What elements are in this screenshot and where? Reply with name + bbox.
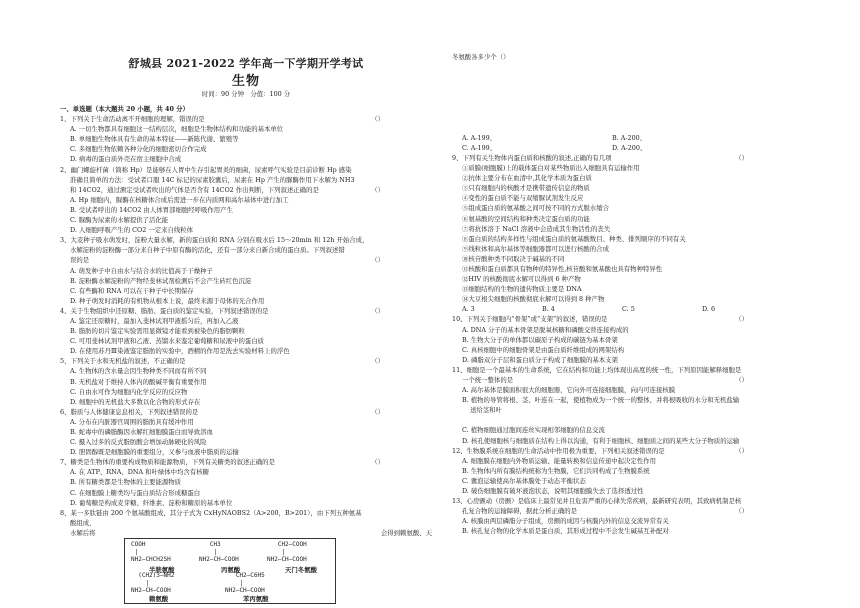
question-9-choices: A. 3 B. 4 C. 5 D. 6	[462, 305, 716, 314]
question-3-stem: 误的是 （）	[70, 256, 384, 265]
question-9-item: ③只有细胞内的核酸才是携带遗传信息的物质	[462, 184, 590, 193]
question-3-option-d: D. 种子萌发时消耗的有机物从根本上说，最终来源于母体的光合作用	[70, 296, 265, 305]
question-4-option-a: A. 鉴定还原糖时，最加入斐林试剂甲液摇匀后，再加入乙液	[70, 316, 239, 325]
question-7-option-b: B. 所有糖类都是生物体的主要能源物质	[70, 478, 182, 487]
question-9-item: ⑬细胞结构的生物的遗传物质主要是 DNA	[462, 285, 582, 294]
question-10-option-c: C. 真核细胞中的细胞骨架是由蛋白质纤维组成的网架结构	[462, 345, 625, 354]
question-8-stem-tail: 冬氨酸各多少个（）	[452, 53, 510, 61]
question-2-option-c: C. 脲酶为尿素的水解提供了活化能	[70, 216, 169, 225]
question-9-item: ④变性的蛋白质不能与双缩脲试剂发生反应	[462, 194, 584, 203]
question-7-option-a: A. 在 ATP、RNA、DNA 和叶绿体中均含有核糖	[70, 468, 209, 477]
question-8-stem: 酸组成，	[70, 518, 96, 527]
question-4-option-c: C. 可用斐林试剂甲液和乙液、蒸馏水来鉴定葡萄糖和尿液中的蛋白质	[70, 337, 265, 346]
structure-label: 丙氨酸	[221, 566, 241, 574]
question-4-option-b: B. 脂肪的切片鉴定实验需用显微镜才能看到被染色的脂肪颗粒	[70, 327, 245, 336]
question-3-option-c: C. 有些酶和 RNA 可以在干种子中长期保存	[70, 286, 194, 295]
question-12-option-b: B. 生物体内所有膜结构统称为生物膜，它们共同构成了生物膜系统	[462, 466, 650, 475]
question-2-option-a: A. Hp 细胞内，脲酶在核糖体合成后需进一步在内质网和高尔基体中进行加工	[70, 195, 289, 204]
structure-label: 半胱氨酸	[149, 566, 175, 574]
spacer	[452, 72, 820, 82]
question-6-option-b: B. 蛇毒中的磷脂酶因水解红细胞膜蛋白而导致溶血	[70, 428, 213, 436]
question-9-item: ⑫HIV 的核酸彻底水解可以得到 6 种产物	[462, 275, 581, 284]
question-9-item: ⑥氨基酸的空间结构和种类决定蛋白质的功能	[462, 214, 590, 223]
question-1-option-a: A. 一切生物都具有细胞这一结构层次，细胞是生物体结构和功能的基本单位	[70, 125, 284, 134]
question-12-stem: 12、生物膜系统在细胞的生命活动中作用极为重要，下列相关叙述错误的是 （）	[452, 446, 748, 455]
exam-title: 舒城县 2021-2022 学年高一下学期开学考试	[128, 57, 364, 70]
question-9-stem: 9、下列有关生物体内蛋白质和核酸的叙述,正确的有几项 （）	[452, 153, 748, 162]
structure-alanine: CH3 | NH2—CH—COOH	[199, 541, 239, 563]
question-8-stem: 8、某一多肽链由 200 个氨基酸组成，其分子式为 CxHyNAOBS2（A>200，B>201），由下列五种氨基	[60, 508, 362, 517]
left-column	[60, 104, 432, 538]
question-5-option-a: A. 生物体的含水量会因生物种类不同而有所不同	[70, 367, 207, 376]
question-13-option-a: A. 核膜由两层磷脂分子组成，房颤的成因与核膜内外的信息交流异常有关	[462, 517, 669, 526]
question-11-option-b: 送给茎和叶	[470, 406, 502, 415]
question-10-stem: 10、下列关于细胞内“骨架”或“支架”的叙述，错误的是 （）	[452, 315, 748, 324]
exam-meta: 时间：90 分钟 分值：100 分	[201, 90, 291, 98]
structure-phenylalanine: CH2—C6H5 | NH2—CH—COOH	[225, 572, 265, 594]
question-10-option-d: D. 磷脂双分子层和蛋白质分子构成了细胞膜的基本支架	[462, 355, 618, 364]
exam-subject: 生物	[231, 74, 260, 89]
question-2-stem: 2、幽门螺旋杆菌（简称 Hp）是能够在人胃中生存引起胃炎的细菌，尿素呼气实验是目前诊断 Hp 感染	[60, 165, 352, 174]
question-4-stem: 4、关于生物组织中还原糖、脂肪、蛋白质的鉴定实验，下列叙述错误的是 （）	[60, 306, 384, 315]
question-2-stem: 和 14CO2，通过测定受试者吹出的气体是否含有 14CO2 作出判断，下列叙述正确的是 （）	[70, 185, 384, 194]
question-7-option-d: D. 葡萄糖是构成麦芽糖、纤维素、淀粉和糖原的基本单位	[70, 498, 233, 507]
structure-label: 赖氨酸	[149, 595, 169, 603]
question-13-stem: 孔复合物的运输障碍，据此分析正确的是 （）	[462, 507, 748, 516]
question-13-stem: 13、心房颤动（房颤）是临床上最常见并且危害严重的心律失常疾病，最新研究表明，其致病机制是核	[452, 497, 742, 506]
question-5-stem: 5、下列关于水和无机盐的叙述，不正确的是 （）	[60, 357, 384, 366]
question-6-option-c: C. 摄入过多的反式脂肪酸会增加动脉硬化的风险	[70, 438, 207, 447]
question-12-option-a: A. 细胞膜在细胞内外物质运输、能量转换和信息传递中起决定性作用	[462, 456, 657, 465]
question-9-item: ⑭大豆根尖细胞的核酸彻底水解可以得到 8 种产物	[462, 295, 605, 304]
amino-acid-structures	[124, 538, 336, 604]
structure-label: 苯丙氨酸	[243, 595, 269, 603]
question-3-stem: 3、大麦种子吸水萌发时，淀粉大量水解，新的蛋白质和 RNA 分别在吸水后 15～20min 和 12h 开始合成，	[60, 236, 369, 245]
question-5-option-b: B. 无机盐对于维持人体内的酸碱平衡有重要作用	[70, 377, 207, 386]
question-3-stem: 水解淀粉的淀粉酶一部分来自种子中原有酶的活化，还有一部分来自新合成的蛋白质。下列叙述错	[70, 246, 345, 255]
question-2-stem: 准确且简单的方法：受试者口服 14C 标记的尿素胶囊后，尿素在 Hp 产生的脲酶作用下水解为 NH3	[70, 175, 355, 184]
question-13-option-b: B. 核孔复合物的化学本质是蛋白质，其形成过程中不会发生碱基互补配对	[462, 527, 669, 536]
question-3-option-a: A. 萌发种子中自由水与结合水的比值高于干燥种子	[70, 266, 213, 275]
question-10-option-a: A. DNA 分子的基本骨架是脱氧核糖和磷酸交替连接构成的	[462, 325, 629, 334]
question-5-option-c: C. 自由水可作为细胞内化学反应的反应物	[70, 387, 188, 396]
question-9-item: ⑤组成蛋白质的氨基酸之间可按不同的方式脱水缩合	[462, 204, 609, 213]
question-11-option-a: A. 高尔基体是膜面积很大的细胞器，它向外可连接细胞膜，向内可连接核膜	[462, 386, 676, 395]
spacer	[452, 102, 820, 112]
question-7-option-c: C. 在细胞膜上糖类均与蛋白质结合形成糖蛋白	[70, 488, 201, 497]
question-9-item: ①质膜(细胞膜)上的载体蛋白对某些物质出入细胞具有运输作用	[462, 164, 640, 173]
question-11-option-c: C. 植物细胞通过胞间连丝实现相邻细胞的信息交流	[462, 426, 605, 435]
spacer	[452, 113, 820, 123]
question-9-item: ⑩核苷酸种类不同取决于碱基的不同	[462, 254, 565, 263]
question-1-option-c: C. 多细胞生物依赖各种分化的细胞密切合作完成	[70, 145, 207, 154]
spacer	[452, 92, 820, 102]
question-2-option-d: D. 人细胞呼吸产生的 CO2 一定来自线粒体	[70, 226, 194, 235]
question-6-stem: 6、脂质与人体健康息息相关，下列叙述错误的是 （）	[60, 407, 384, 416]
question-7-stem: 7、糖类是生物体的重要构成物质和能源物质，下列有关糖类的叙述正确的是 （）	[60, 458, 384, 467]
question-12-option-c: C. 囊泡运输使高尔基体膜处于动态平衡状态	[462, 476, 586, 485]
section-heading: 一、单选题（本大题共 20 小题，共 40 分）	[60, 105, 189, 113]
question-8-stem-tail: 水解后将 会得到赖氨酸、天	[70, 528, 432, 537]
question-12-option-d: D. 破伤细胞膜有破坏液泡状态，说明其细胞膜失去了选择透过性	[462, 487, 644, 496]
structure-lysine: (CH2)3—NH2 | NH2—CH—COOH	[131, 572, 175, 594]
question-9-item: ⑨线粒体和高尔基体等细胞器都可以进行核酸的合成	[462, 244, 609, 253]
question-11-option-d: D. 核孔使细胞核与细胞质在结构上得以沟通，有利于细胞核、细胞质之间的某些大分子物质的运输	[462, 436, 740, 445]
question-11-stem: 一个统一整体的是 （）	[462, 376, 748, 384]
spacer	[452, 62, 820, 72]
question-3-option-b: B. 淀粉酶水解淀粉的产物经斐林试剂检测后不会产生砖红色沉淀	[70, 276, 252, 285]
question-6-option-a: A. 分布在内脏器官周围的脂肪具有缓冲作用	[70, 417, 194, 426]
spacer	[452, 123, 820, 133]
question-1-option-b: B. 单细胞生物体具有生命的基本特征——新陈代谢、繁殖等	[70, 135, 239, 144]
question-10-option-b: B. 生物大分子的单体都以碳原子构成的碳链为基本骨架	[462, 335, 618, 344]
right-column	[452, 52, 820, 537]
question-9-item: ⑪核酸和蛋白质都具有物种的特异性,核苷酸和氨基酸也具有物种特异性	[462, 264, 663, 273]
question-9-item: ⑧蛋白质的结构多样性与组成蛋白质的氨基酸数目、种类、排列顺序的不同有关	[462, 234, 686, 243]
question-9-item: ⑦将抗体溶于 NaCl 溶液中会造成其生物活性的丧失	[462, 224, 611, 233]
spacer	[452, 82, 820, 92]
question-11-option-b: B. 植物的导管将根、茎、叶连在一起，使植物成为一个统一的整体，并将根吸收的水分和无机盐输	[462, 396, 740, 405]
question-8-options-ab: A. A-199、 B. A-200、	[462, 133, 647, 142]
question-9-item: ②抗体主要分布在血清中,其化学本质为蛋白质	[462, 174, 592, 183]
question-4-option-d: D. 在使用苏丹Ⅲ染液鉴定脂肪的实验中，酒精的作用是洗去实验材料上的浮色	[70, 347, 290, 356]
question-1-option-d: D. 病毒的蛋白质外壳在宿主细胞中合成	[70, 155, 182, 164]
question-2-option-b: B. 受试者呼出的 14CO2 由人体胃部细胞经呼吸作用产生	[70, 205, 233, 214]
question-5-option-d: D. 细胞中的无机盐大多数以化合物的形式存在	[70, 397, 201, 406]
question-11-stem: 11、细胞是一个最基本的生命系统，它在结构和功能上均体现出高度的统一性，下列原因能解释细胞是	[452, 365, 742, 374]
spacer	[452, 415, 820, 425]
structure-label: 天门冬氨酸	[285, 566, 317, 574]
question-6-option-d: D. 胆固醇既是细胞膜的重要组分，又参与血液中脂质的运输	[70, 448, 239, 457]
question-8-options-cd: C. A-199、 D. A-200、	[462, 143, 647, 152]
structure-aspartic: CH2—COOH | NH2—CH—COOH	[267, 541, 307, 563]
question-1-stem: 1、下列关于生命活动离不开细胞的理解，错误的是 （）	[60, 115, 384, 124]
structure-cysteine: COOH | NH2—CHCH2SH	[131, 541, 171, 563]
